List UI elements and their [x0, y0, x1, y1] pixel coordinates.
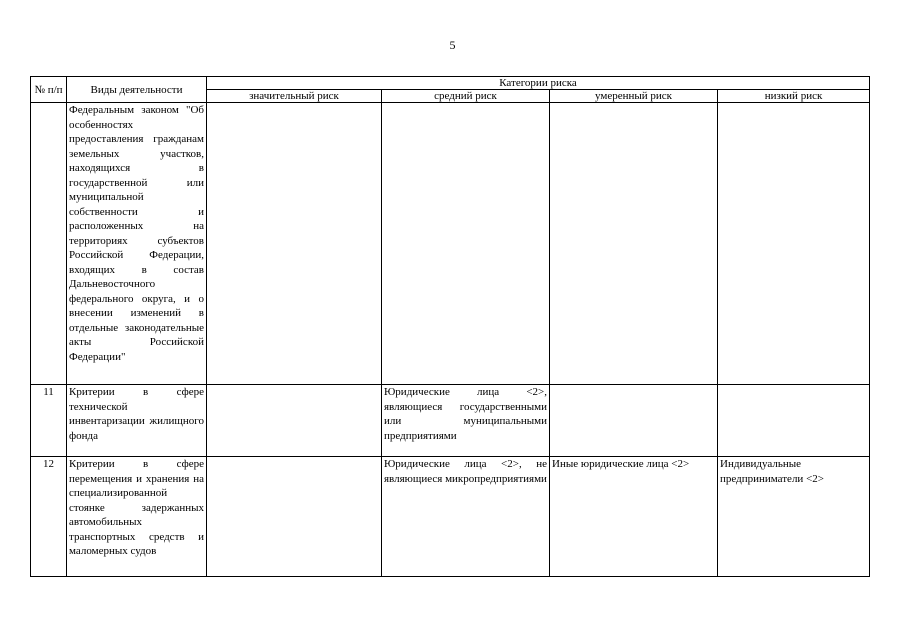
header-num: № п/п [31, 77, 67, 103]
header-moderate-risk: умеренный риск [550, 90, 718, 103]
header-risk-categories: Категории риска [207, 77, 870, 90]
row-medium-risk [382, 103, 550, 385]
row-significant-risk [207, 385, 382, 457]
table-row [31, 457, 870, 577]
row-activity: Федеральным законом "Об особенностях предоставления гражданам земельных участков, находящихся в государственной или муниципальной собственности и расположенных на территориях субъектов Российской Федерации, входящих в состав Дальневосточного федерального округа, и о внесении изменений в отдельные законодательные акты Российской Федерации" [67, 103, 207, 385]
row-moderate-risk [550, 385, 718, 457]
row-activity: Критерии в сфере технической инвентаризации жилищного фонда [67, 385, 207, 457]
header-medium-risk: средний риск [382, 90, 550, 103]
table-row [31, 385, 870, 457]
row-significant-risk [207, 457, 382, 577]
row-medium-risk: Юридические лица <2>, являющиеся государственными или муниципальными предприятиями [382, 385, 550, 457]
row-activity: Критерии в сфере перемещения и хранения на специализированной стоянке задержанных автомобильных транспортных средств и маломерных судов [67, 457, 207, 577]
row-num: 12 [31, 457, 67, 577]
row-low-risk [718, 103, 870, 385]
row-significant-risk [207, 103, 382, 385]
row-medium-risk: Юридические лица <2>, не являющиеся микропредприятиями [382, 457, 550, 577]
row-low-risk [718, 385, 870, 457]
row-moderate-risk: Иные юридические лица <2> [550, 457, 718, 577]
row-num [31, 103, 67, 385]
row-num: 11 [31, 385, 67, 457]
table-row [31, 103, 870, 385]
header-activity: Виды деятельности [67, 77, 207, 103]
row-low-risk: Индивидуальные предприниматели <2> [718, 457, 870, 577]
row-moderate-risk [550, 103, 718, 385]
risk-categories-table [30, 76, 870, 577]
header-significant-risk: значительный риск [207, 90, 382, 103]
header-low-risk: низкий риск [718, 90, 870, 103]
page-number: 5 [449, 38, 456, 52]
